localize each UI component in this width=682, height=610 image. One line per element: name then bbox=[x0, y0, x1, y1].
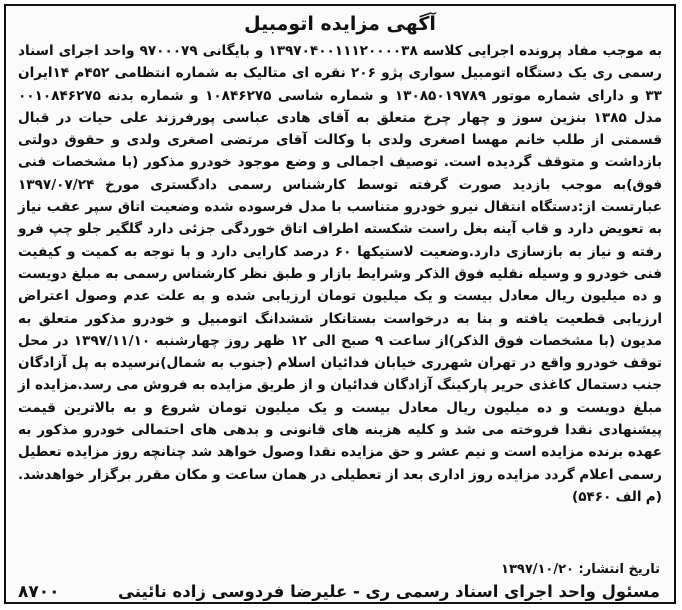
publish-date: تاریخ انتشار: ۱۳۹۷/۱۰/۲۰ bbox=[501, 562, 660, 577]
notice-body: به موجب مفاد پرونده اجرایی کلاسه ۱۳۹۷۰۴۰۰۱۱۱۲۰۰۰۰۳۸ و بایگانی ۹۷۰۰۰۷۹ واحد اجرای اسناد رسمی ری یک دستگاه اتومبیل سواری پژو ۲۰۶ نقره ای متالیک به شماره انتظامی ۴۵۲م ۱۴ایران ۳۳ و دارای شماره موتور ۱۳۰۸۵۰۱۹۷۸۹ و شماره شاسی ۱۰۸۴۶۲۷۵ و شماره بدنه ۰۰۱۰۸۴۶۲۷۵ مدل ۱۳۸۵ بنزین سوز و چهار چرخ متعلق به آقای هادی عباسی پورفرزند علی حیات در قبال قسمتی از طلب خانم مهسا اصغری ولدی با وکالت آقای مرتضی اصغری ولدی و حقوق دولتی بازداشت و متوقف گردیده است. توصیف اجمالی و وضع موجود خودرو مذکور (با مشخصات فنی فوق)به موجب بازدید صورت گرفته توسط کارشناس رسمی دادگستری مورخ ۱۳۹۷/۰۷/۲۴ عبارتست از:دستگاه انتقال نیرو خودرو متناسب با مدل فرسوده شده وضعیت اتاق سپر عقب نیاز به تعویض دارد و قاب آینه بغل راست شکسته اطراف اتاق خوردگی جزئی دارد گلگیر جلو چپ فرو رفته و نیاز به بازسازی دارد.وضعیت لاستیکها ۶۰ درصد کارایی دارد و با توجه به کمیت و کیفیت فنی خودرو و وسیله نقلیه فوق الذکر وشرایط بازار و طبق نظر کارشناس رسمی به مبلغ دویست و ده میلیون ریال معادل بیست و یک میلیون تومان ارزیابی شده و به علت عدم وصول اعتراض ارزیابی قطعیت یافته و بنا به درخواست بستانکار ششدانگ اتومبیل و خودرو مذکور متعلق به مدیون (با مشخصات فوق الذکر)از ساعت ۹ صبح الی ۱۲ ظهر روز چهارشنبه ۱۳۹۷/۱۱/۱۰ در محل توقف خودرو واقع در تهران شهرری خیابان فدائیان اسلام (جنوب به شمال)نرسیده به پل آزادگان جنب دستمال کاغذی حریر پارکینگ آزادگان فدائیان و از طریق مزایده به فروش می رسد.مزایده از مبلغ دویست و ده میلیون ریال معادل بیست و یک میلیون تومان شروع و به بالاترین قیمت پیشنهادی نقدا فروخته می شد و کلیه هزینه های قانونی و بدهی های احتمالی خودرو مذکور به عهده برنده مزایده است و نیم عشر و حق مزایده نقدا وصول خواهد شد چنانچه روز مزایده تعطیل رسمی اعلام گردد مزایده روز اداری بعد از تعطیلی در همان ساعت و مکان مقرر برگزار خواهدشد.(م الف ۵۴۶۰) bbox=[18, 43, 663, 505]
notice-frame bbox=[4, 4, 676, 604]
notice-code: ۸۷۰۰ bbox=[18, 582, 60, 602]
signature-line: مسئول واحد اجرای اسناد رسمی ری - علیرضا فردوسی زاده نائینی bbox=[118, 582, 660, 601]
notice-footer bbox=[16, 580, 664, 604]
notice-title: آگهی مزایده اتومبیل bbox=[244, 13, 436, 35]
